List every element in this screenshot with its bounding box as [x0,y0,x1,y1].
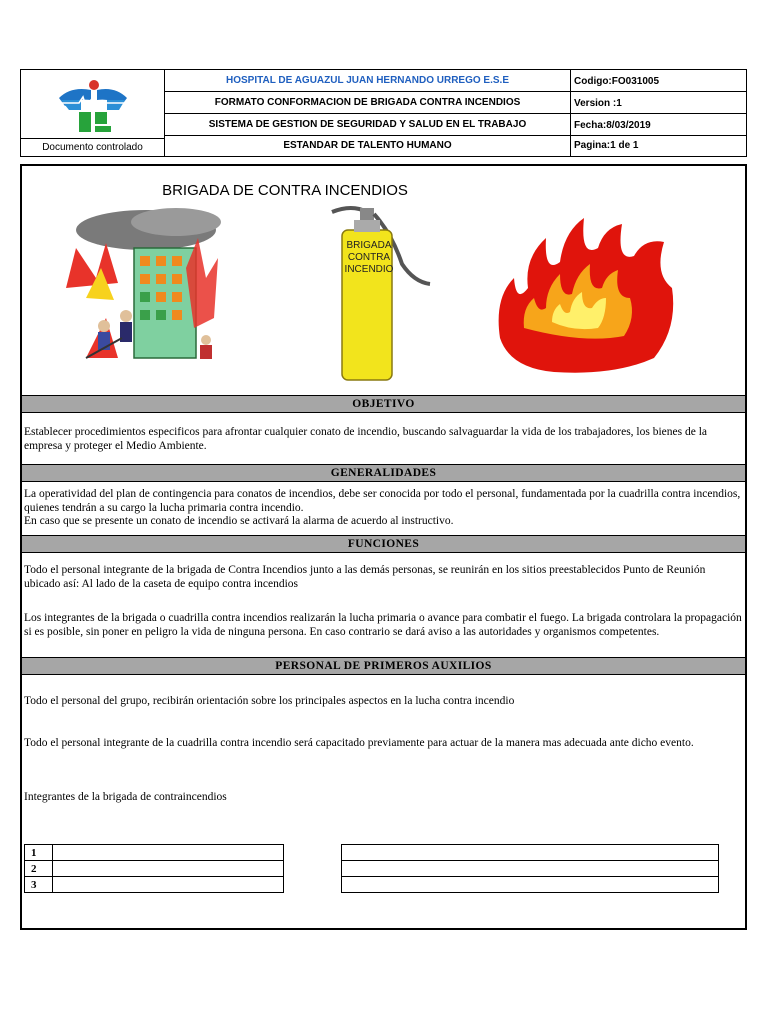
member-name-cell[interactable] [342,877,719,893]
header-meta [570,70,747,157]
extinguisher-label-line2: CONTRA [347,252,391,263]
document-version: Version :1 [571,92,747,114]
table-row [342,861,719,877]
section-heading-primeros-auxilios: PERSONAL DE PRIMEROS AUXILIOS [22,657,745,675]
fire-extinguisher-illustration [322,204,442,382]
system-title: SISTEMA DE GESTION DE SEGURIDAD Y SALUD EN EL TRABAJO [165,114,570,136]
primeros-auxilios-paragraph-1: Todo el personal del grupo, recibirán orientación sobre los principales aspectos en la lucha contra incendio [24,695,515,707]
member-name-cell[interactable] [342,861,719,877]
section-heading-funciones: FUNCIONES [22,535,745,553]
table-row [25,861,284,877]
extinguisher-label-line1: BRIGADA [346,240,392,251]
row-number: 3 [25,877,53,893]
objetivo-text: Establecer procedimientos especificos para afrontar cualquier conato de incendio, buscando salvaguardar la vida de los trabajadores, los bienes de la empresa y proteger el Medio Ambiente. [24,426,708,452]
members-table-left [24,844,284,893]
member-name-cell[interactable] [53,845,284,861]
document-code: Codigo:FO031005 [571,70,747,92]
main-content [20,164,747,930]
table-row [25,877,284,893]
table-row [342,877,719,893]
primeros-auxilios-paragraph-2: Todo el personal integrante de la cuadrilla contra incendio será capacitado previamente para actuar de la manera mas adecuada ante dicho evento. [24,737,694,749]
extinguisher-label-line3: INCENDIO [344,264,394,275]
member-name-cell[interactable] [342,845,719,861]
hospital-name: HOSPITAL DE AGUAZUL JUAN HERNANDO URREGO E.S.E [165,70,570,92]
extinguisher-label [344,240,394,276]
generalidades-text [24,488,744,529]
funciones-paragraph-2: Los integrantes de la brigada o cuadrilla contra incendios realizarán la lucha primaria o avance para combatir el fuego. La brigada controlara la propagación si es posible, sin poner en peligro la vida de ninguna persona. En caso contrario se dará aviso a las autoridades y organismos competentes. [24,612,742,638]
row-number: 1 [25,845,53,861]
flames-illustration [494,218,676,376]
table-row [342,845,719,861]
format-title: FORMATO CONFORMACION DE BRIGADA CONTRA INCENDIOS [165,92,570,114]
generalidades-paragraph-1: La operatividad del plan de contingencia para conatos de incendios, debe ser conocida por todo el personal, fundamentada por la cuadrilla contra incendios, quienes tendrán a su cargo la lucha primaria contra incendio. [24,488,741,514]
member-name-cell[interactable] [53,861,284,877]
hospital-logo [21,70,165,138]
primeros-auxilios-paragraph-3: Integrantes de la brigada de contraincendios [24,791,227,803]
document-page: Pagina:1 de 1 [574,140,639,151]
section-heading-generalidades: GENERALIDADES [22,464,745,482]
section-heading-objetivo: OBJETIVO [22,395,745,413]
funciones-paragraph-1: Todo el personal integrante de la brigada de Contra Incendios junto a las demás personas, se reunirán en los sitios preestablecidos Punto de Reunión ubicado así: Al lado de la caseta de equipo contra incendios [24,564,706,590]
burning-building-illustration [46,208,224,378]
standard-title: ESTANDAR DE TALENTO HUMANO [283,140,452,151]
member-name-cell[interactable] [53,877,284,893]
document-header [20,69,747,157]
document-date: Fecha:8/03/2019 [571,114,747,136]
generalidades-paragraph-2: En caso que se presente un conato de incendio se activará la alarma de acuerdo al instructivo. [24,515,454,527]
header-titles [165,70,570,157]
row-number: 2 [25,861,53,877]
members-table-right [341,844,719,893]
table-row [25,845,284,861]
logo-cell [21,70,165,138]
page-title: BRIGADA DE CONTRA INCENDIOS [162,182,408,199]
controlled-document-label: Documento controlado [21,138,165,157]
